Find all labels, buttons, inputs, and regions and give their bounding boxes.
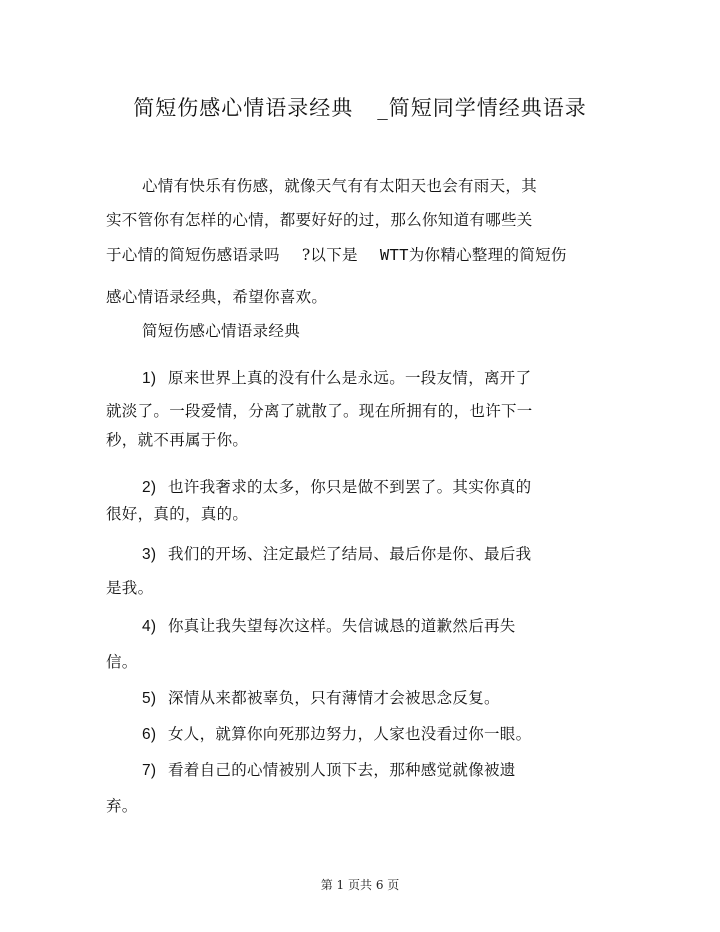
list-item-number: 6) [142,726,157,743]
list-item-7-line-2: 弃。 [106,797,138,815]
intro-line-3 [106,243,567,265]
intro-line-3b: ?以下是 [301,246,358,264]
list-item-5-line-1 [142,686,500,708]
list-item-6-line-1 [142,722,531,744]
intro-line-3d: 为你精心整理的简短伤 [408,246,567,264]
list-item-2-line-2: 很好，真的，真的。 [106,505,249,523]
intro-line-2: 实不管你有怎样的心情，都要好好的过，那么你知道有哪些关 [106,211,533,229]
list-item-4-line-2: 信。 [106,653,138,671]
intro-line-3a: 于心情的简短伤感语录吗 [106,246,280,264]
list-item-7-line-1 [142,758,516,780]
list-item-1-line-2: 就淡了。一段爱情，分离了就散了。现在所拥有的，也许下一 [106,402,533,420]
list-item-text: 深情从来都被辜负，只有薄情才会被思念反复。 [168,689,500,707]
list-item-number: 3) [142,546,157,563]
list-item-number: 7) [142,762,157,779]
document-title [0,92,720,122]
intro-line-4: 感心情语录经典，希望你喜欢。 [106,288,328,306]
list-item-number: 1) [142,370,157,387]
page-footer: 第 1 页共 6 页 [320,878,400,892]
list-item-text: 也许我奢求的太多，你只是做不到罢了。其实你真的 [168,478,532,496]
list-item-number: 5) [142,690,157,707]
list-item-2-line-1 [142,475,531,497]
list-item-3-line-1 [142,542,531,564]
list-item-text: 我们的开场、注定最烂了结局、最后你是你、最后我 [168,545,532,563]
list-item-text: 女人，就算你向死那边努力，人家也没看过你一眼。 [168,725,532,743]
list-item-number: 2) [142,479,157,496]
title-main: 简短伤感心情语录经典 [133,96,354,120]
list-item-4-line-1 [142,614,516,636]
list-item-1-line-1 [142,366,531,388]
title-sub: _简短同学情经典语录 [377,96,587,120]
list-item-text: 你真让我失望每次这样。失信诚恳的道歉然后再失 [168,617,516,635]
intro-line-1: 心情有快乐有伤感，就像天气有有太阳天也会有雨天，其 [142,177,538,195]
list-item-3-line-2: 是我。 [106,579,154,597]
list-item-number: 4) [142,618,157,635]
list-item-text: 看着自己的心情被别人顶下去，那种感觉就像被遗 [168,761,516,779]
intro-line-3c: WTT [379,246,409,264]
list-item-1-line-3: 秒，就不再属于你。 [106,431,249,449]
list-item-text: 原来世界上真的没有什么是永远。一段友情，离开了 [168,369,532,387]
section-heading: 简短伤感心情语录经典 [142,322,301,340]
